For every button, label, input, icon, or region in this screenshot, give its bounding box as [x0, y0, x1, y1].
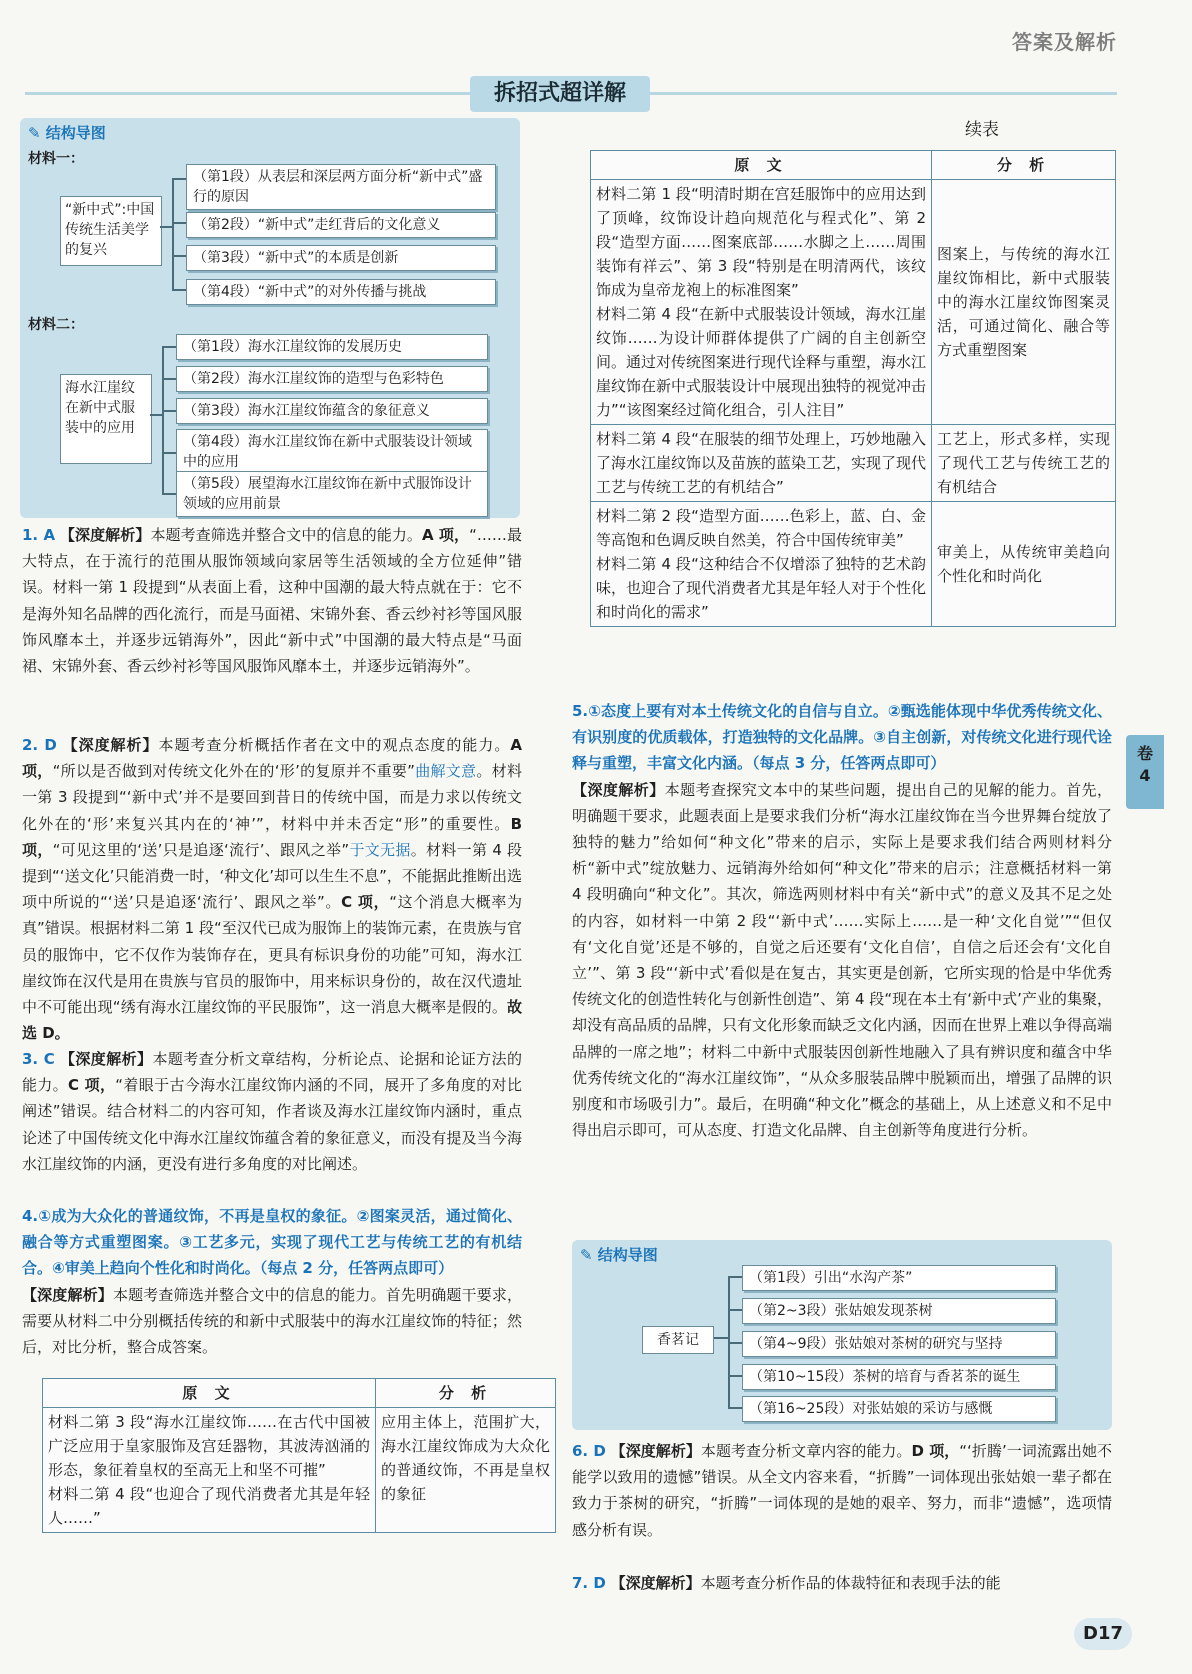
table-header: 原 文 — [43, 1379, 376, 1408]
answer-5: 5.①态度上要有对本土传统文化的自信与自立。②甄选能体现中华优秀传统文化、有识别度的优质载体，打造独特的文化品牌。③自主创新，对传统文化进行现代诠释与重塑，丰富文化内涵。（每点 3 分，任答两点即可） 【深度解析】本题考查探究文本中的某些问题，提出自己的见解的能力。首先，明确题干要求，此题表面上是要求我们分析“海水江崖纹饰在当今世界舞台绽放了独特的魅力”给如何“种文化”带来的启示，实际上是要求我们结合两则材料分析“新中式”绽放魅力、远销海外给如何“种文化”带来的启示；注意概括材料一第 4 段明确向“种文化”。其次，筛选两则材料中有关“新中式”的意义及其不足之处的内容，如材料一中第 2 段“‘新中式’……实际上……是一种‘文化自觉’”“但仅有‘文化自觉’还是不够的，自觉之后还要有‘文化自信’，自信之后还会有‘文化自立’”、第 3 段“‘新中式’看似是在复古，其实更是创新，它所实现的恰是中华优秀传统文化的创造性转化与创新性创造”、第 4 段“现在本土有‘新中式’产业的集聚，却没有高品质的品牌，只有文化形象而缺乏文化内涵，因而在世界上难以争得高端品牌的一席之地”；材料二中新中式服装因创新性地融入了具有辨识度和蕴含中华优秀传统文化的“海水江崖纹饰”，“从众多服装品牌中脱颖而出，增强了品牌的识别度和市场吸引力”。最后，在明确“种文化”概念的基础上，从上述意义和不足中得出启示即可，可从态度、打造文化品牌、自主创新等角度进行分析。 — [572, 702, 1113, 1140]
material-2-item: （第1段）海水江崖纹饰的发展历史 — [176, 334, 488, 360]
material-2-item: （第5段）展望海水江崖纹饰在新中式服饰设计领域的应用前景 — [176, 471, 488, 517]
material-1-label: 材料一： — [28, 151, 84, 167]
material-1-item: （第1段）从表层和深层两方面分析“新中式”盛行的原因 — [186, 164, 496, 210]
structure-item: （第2~3段）张姑娘发现茶树 — [742, 1298, 1056, 1324]
table-header: 分 析 — [932, 151, 1116, 180]
structure-item: （第16~25段）对张姑娘的采访与感慨 — [742, 1396, 1056, 1422]
volume-tab: 卷 4 — [1126, 735, 1164, 809]
answer-3: 3. C 【深度解析】本题考查分析文章结构，分析论点、论据和论证方法的能力。C 项，“着眼于古今海水江崖纹饰内涵的不同，展开了多角度的对比阐述”错误。结合材料二的内容可知，作者谈及海水江崖纹饰内涵时，重点论述了中国传统文化中海水江崖纹饰蕴含着的象征意义，而没有提及当今海水江崖纹饰的内涵，更没有进行多角度的对比阐述。 — [22, 1050, 522, 1173]
material-2-item: （第2段）海水江崖纹饰的造型与色彩特色 — [176, 366, 488, 392]
answer-1: 1. A 【深度解析】本题考查筛选并整合文中的信息的能力。A 项，“……最大特点，在于流行的范围从服饰领域向家居等生活领域的全方位延伸”错误。材料一第 1 段提到“从表面上看，这种中国潮的最大特点就在于：它不是海外知名品牌的西化流行，而是马面裙、宋锦外套、香云纱衬衫等国风服饰风靡本土，并逐步远销海外”，因此“新中式”中国潮的最大特点是“马面裙、宋锦外套、香云纱衬衫等国风服饰风靡本土，并逐步远销海外”。 — [22, 526, 522, 676]
structure-item: （第4~9段）张姑娘对茶树的研究与坚持 — [742, 1331, 1056, 1357]
material-2-item: （第3段）海水江崖纹饰蕴含的象征意义 — [176, 398, 488, 424]
table-header: 分 析 — [376, 1379, 556, 1408]
table-row: 材料二第 2 段“造型方面……色彩上，蓝、白、金等高饱和色调反映自然美，符合中国传统审美” 材料二第 4 段“这种结合不仅增添了独特的艺术韵味，也迎合了现代消费者尤其是年轻人对于个性化和时尚化的需求” 审美上，从传统审美趋向个性化和时尚化 — [591, 502, 1116, 627]
table-header: 原 文 — [591, 151, 932, 180]
answer-7: 7. D 【深度解析】本题考查分析作品的体裁特征和表现手法的能 — [572, 1574, 1001, 1592]
material-1-root: “新中式”:中国传统生活美学的复兴 — [60, 196, 162, 266]
material-2-label: 材料二： — [28, 317, 84, 333]
analysis-table-continued — [590, 150, 1116, 627]
structure-title: ✎ 结构导图 — [580, 1246, 658, 1264]
structure-root: 香茗记 — [642, 1326, 714, 1354]
material-2-item: （第4段）海水江崖纹饰在新中式服装设计领域中的应用 — [176, 429, 488, 475]
table-row: 材料二第 3 段“海水江崖纹饰……在古代中国被广泛应用于皇家服饰及宫廷器物，其波涛汹涌的形态，象征着皇权的至高无上和坚不可摧” 材料二第 4 段“也迎合了现代消费者尤其是年轻人……” 应用主体上，范围扩大，海水江崖纹饰成为大众化的普通纹饰，不再是皇权的象征 — [43, 1408, 556, 1533]
answer-6: 6. D 【深度解析】本题考查分析文章内容的能力。D 项，“‘折腾’一词流露出她不能学以致用的遗憾”错误。从全文内容来看，“折腾”一词体现出张姑娘一辈子都在致力于茶树的研究，“折腾”一词体现的是她的艰辛、努力，而非“遗憾”，选项情感分析有误。 — [572, 1442, 1112, 1539]
material-2-root: 海水江崖纹在新中式服装中的应用 — [60, 374, 152, 464]
answer-4: 4.①成为大众化的普通纹饰，不再是皇权的象征。②图案灵活，通过简化、融合等方式重塑图案。③工艺多元，实现了现代工艺与传统工艺的有机结合。④审美上趋向个性化和时尚化。（每点 2 分，任答两点即可） 【深度解析】本题考查筛选并整合文中的信息的能力。首先明确题干要求，需要从材料二中分别概括传统的和新中式服装中的海水江崖纹饰的特征；然后，对比分析，整合成答案。 — [22, 1207, 522, 1357]
structure-panel-2 — [572, 1240, 1112, 1430]
material-1-item: （第3段）“新中式”的本质是创新 — [186, 245, 496, 271]
structure-item: （第1段）引出“水沟产茶” — [742, 1265, 1056, 1291]
analysis-table — [42, 1378, 556, 1533]
table-row: 材料二第 4 段“在服装的细节处理上，巧妙地融入了海水江崖纹饰以及苗族的蓝染工艺，实现了现代工艺与传统工艺的有机结合” 工艺上，形式多样，实现了现代工艺与传统工艺的有机结合 — [591, 425, 1116, 502]
answer-2: 2. D 【深度解析】本题考查分析概括作者在文中的观点态度的能力。A 项，“所以是否做到对传统文化外在的‘形’的复原并不重要”曲解文意。材料一第 3 段提到“‘新中式’并不是要回到昔日的传统中国，而是力求以传统文化外在的‘形’来复兴其内在的‘神’”，材料中并未否定“形”的重要性。B 项，“可见这里的‘送’只是追逐‘流行’、跟风之举”于文无据。材料一第 4 段提到“‘送文化’只能消费一时，‘种文化’却可以生生不息”，不能据此推断出选项中所说的“‘送’只是追逐‘流行’、跟风之举”。C 项，“这个消息大概率为真”错误。根据材料二第 1 段“至汉代已成为服饰上的装饰元素，在贵族与官员的服饰中，它不仅作为装饰存在，更具有标识身份的功能”可知，海水江崖纹饰在汉代是用在贵族与官员的服饰中，用来标识身份的，故在汉代遗址中不可能出现“绣有海水江崖纹饰的平民服饰”，这一消息大概率是假的。故选 D。 — [22, 736, 523, 1043]
material-1-item: （第2段）“新中式”走红背后的文化意义 — [186, 212, 496, 238]
structure-item: （第10~15段）茶树的培育与香茗茶的诞生 — [742, 1364, 1056, 1390]
pen-icon: ✎ — [580, 1246, 598, 1264]
material-1-item: （第4段）“新中式”的对外传播与挑战 — [186, 279, 496, 305]
structure-title: ✎ 结构导图 — [28, 124, 106, 142]
structure-panel-1 — [20, 118, 520, 518]
header-title: 答案及解析 — [1012, 30, 1117, 54]
banner-title: 拆招式超详解 — [470, 76, 650, 112]
table-row: 材料二第 1 段“明清时期在宫廷服饰中的应用达到了顶峰，纹饰设计趋向规范化与程式化”、第 2 段“造型方面……图案底部……水脚之上……周围装饰有祥云”、第 3 段“特别是在明清两代，该纹饰成为皇帝龙袍上的标准图案” 材料二第 4 段“在新中式服装设计领域，海水江崖纹饰……为设计师群体提供了广阔的自主创新空间。通过对传统图案进行现代诠释与重塑，海水江崖纹饰在新中式服装设计中展现出独特的视觉冲击力”“该图案经过简化组合，引人注目” 图案上，与传统的海水江崖纹饰相比，新中式服装中的海水江崖纹饰图案灵活，可通过简化、融合等方式重塑图案 — [591, 180, 1116, 425]
page-number: D17 — [1074, 1618, 1132, 1650]
pen-icon: ✎ — [28, 124, 46, 142]
continued-label: 续表 — [965, 120, 999, 140]
